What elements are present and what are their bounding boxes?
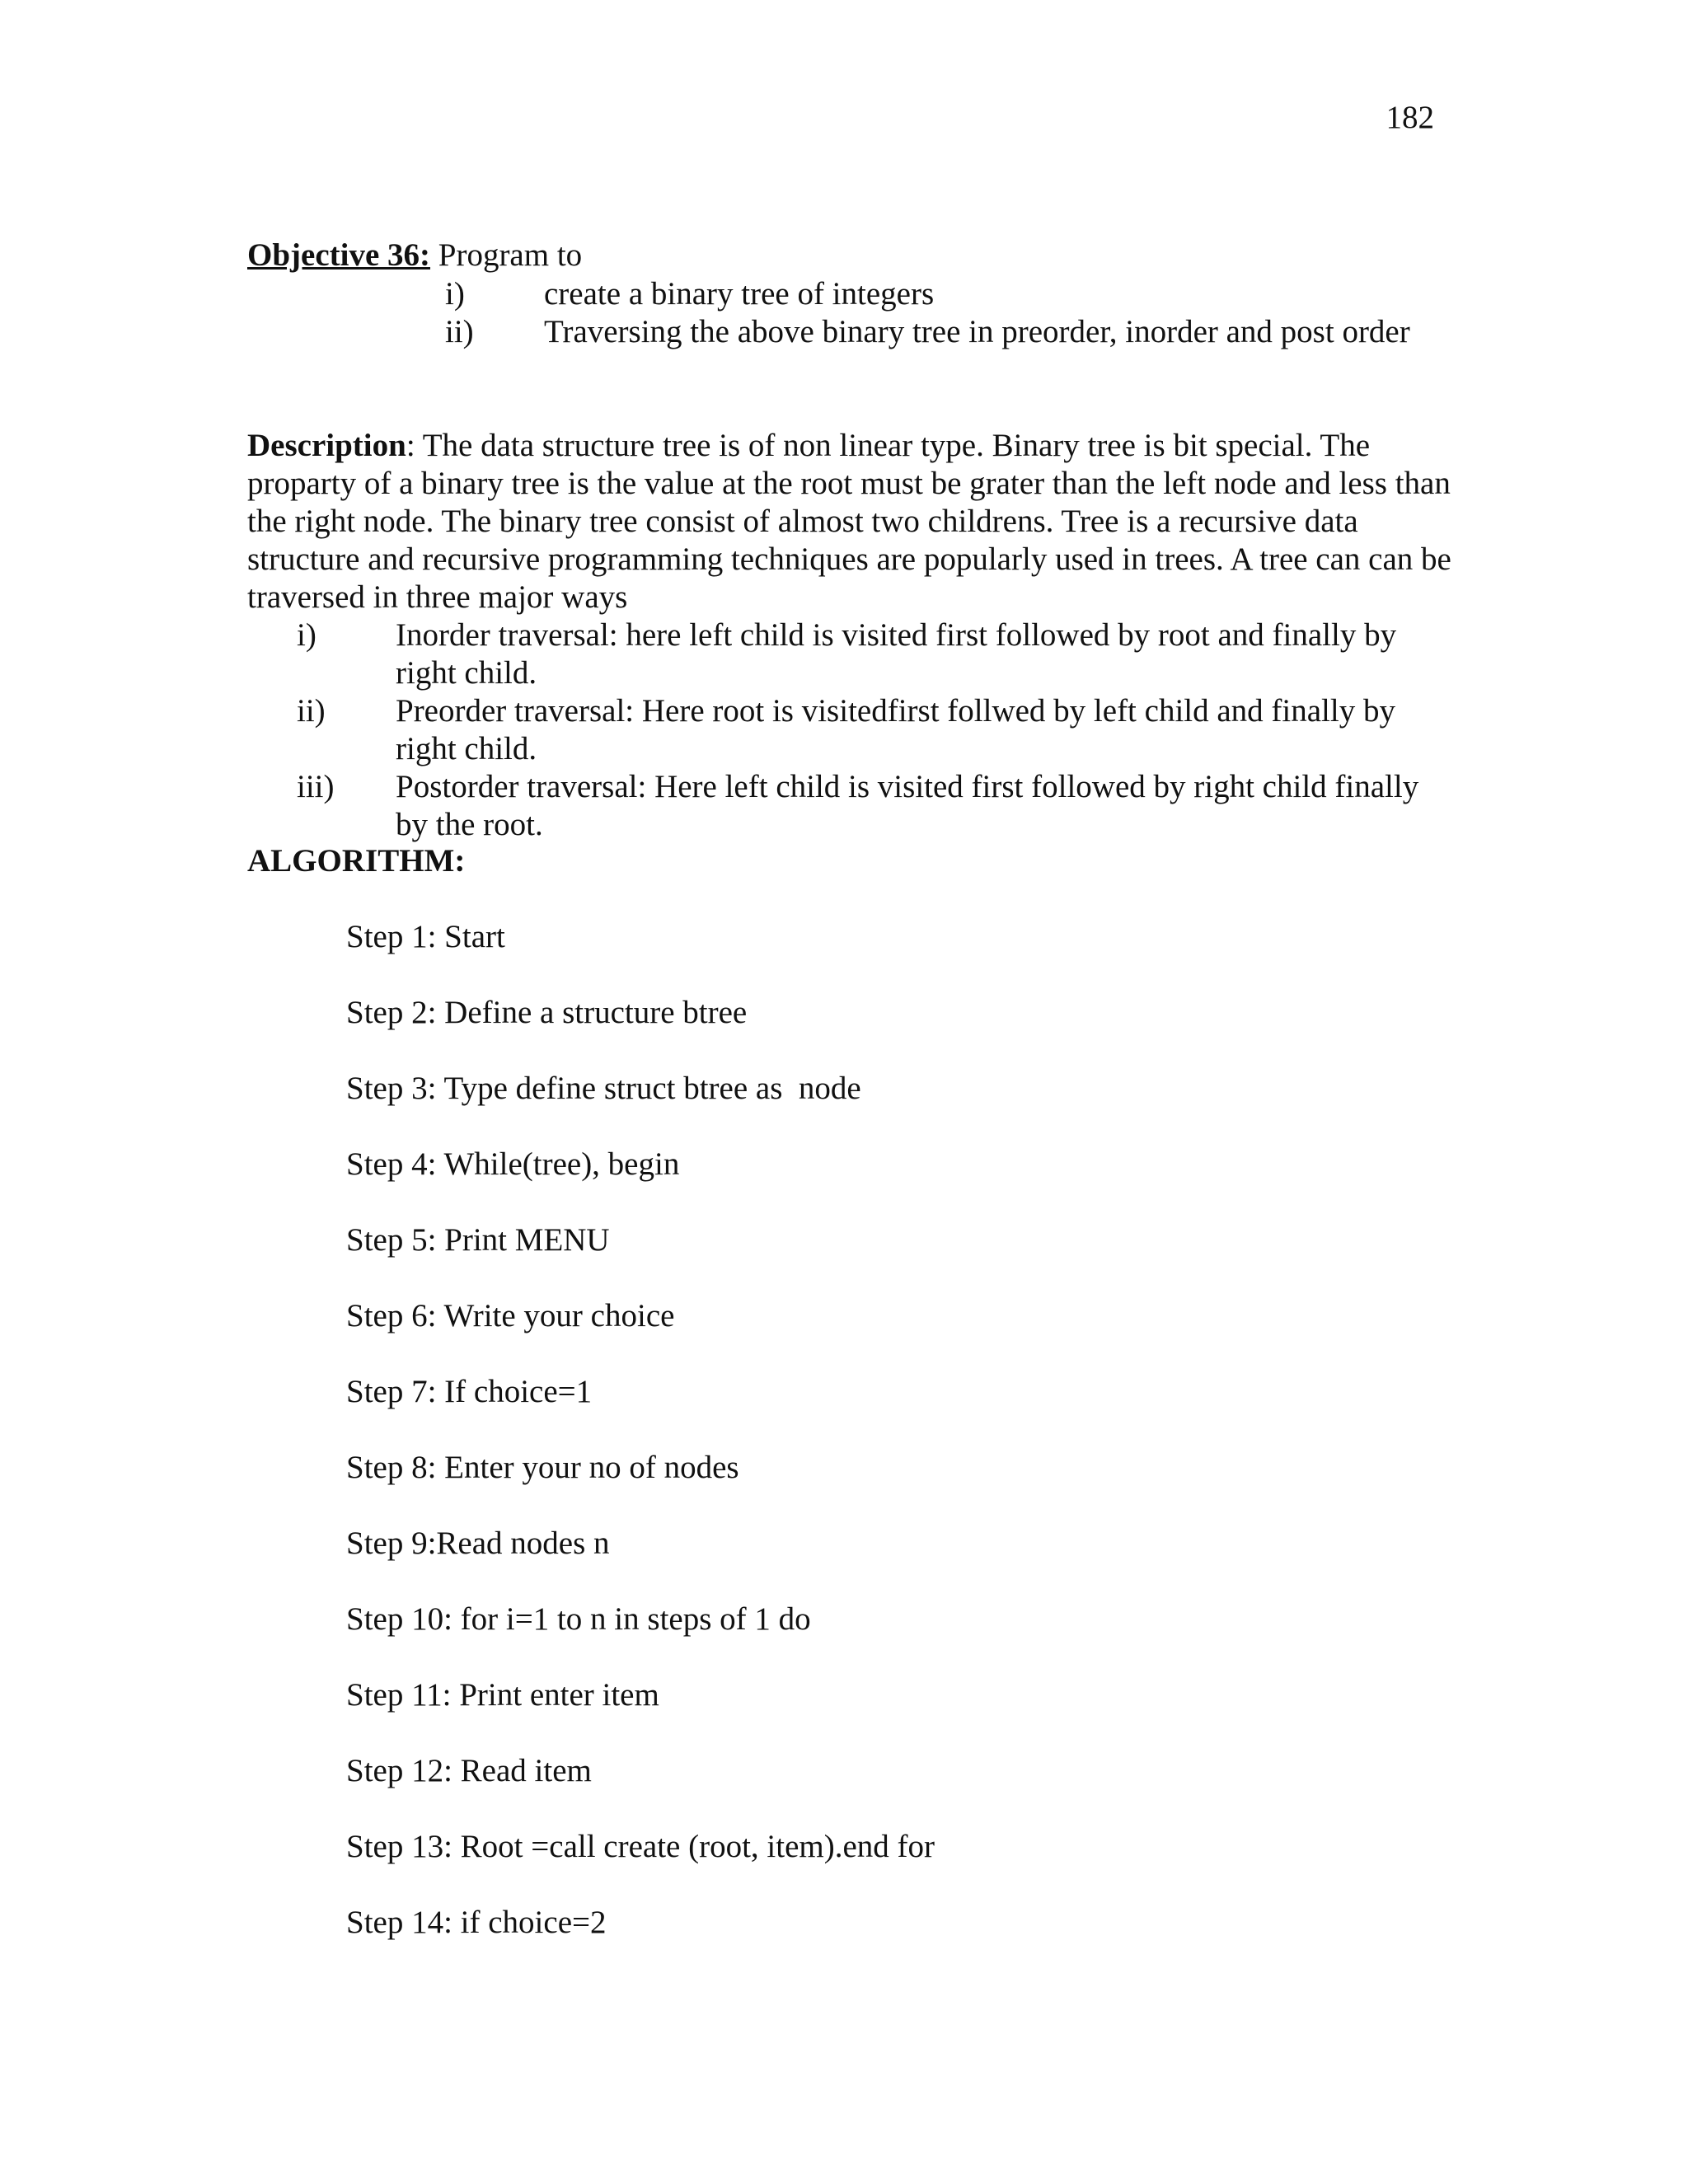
algorithm-step: Step 14: if choice=2	[346, 1905, 607, 1940]
description-text: : The data structure tree is of non linear type. Binary tree is bit special. The proparty of a binary tree is the value at the root must be grater than the left node and less than the right node. The binary tree consist of almost two childrens. Tree is a recursive data structure and recursive programming techniques are popularly used in trees. A tree can can be traversed in three major ways	[247, 428, 1451, 615]
objective-intro: Program to	[438, 237, 583, 273]
traversal-item	[297, 692, 1434, 768]
algorithm-step: Step 12: Read item	[346, 1753, 592, 1788]
description-label: Description	[247, 428, 406, 463]
algorithm-steps	[346, 918, 1418, 1980]
algorithm-step: Step 5: Print MENU	[346, 1222, 610, 1258]
algorithm-step: Step 9:Read nodes n	[346, 1526, 610, 1561]
algorithm-step: Step 1: Start	[346, 919, 505, 954]
objective-item-text: Traversing the above binary tree in preorder, inorder and post order	[544, 314, 1410, 349]
algorithm-step: Step 2: Define a structure btree	[346, 995, 748, 1030]
algorithm-step: Step 3: Type define struct btree as node	[346, 1071, 861, 1106]
objective-label: Objective 36:	[247, 237, 431, 273]
traversal-item	[297, 616, 1434, 692]
traversal-item-text: Preorder traversal: Here root is visitedfirst follwed by left child and finally by right child.	[396, 693, 1395, 766]
traversal-item-number: ii)	[297, 693, 326, 729]
objective-item-number: ii)	[445, 314, 474, 349]
algorithm-step: Step 10: for i=1 to n in steps of 1 do	[346, 1601, 811, 1637]
traversal-item-text: Postorder traversal: Here left child is visited first followed by right child finally by the root.	[396, 769, 1419, 842]
traversal-item	[297, 768, 1434, 844]
objective-list	[445, 275, 1434, 351]
algorithm-step: Step 6: Write your choice	[346, 1298, 675, 1333]
traversal-list	[297, 616, 1434, 844]
objective-heading	[247, 237, 1467, 274]
objective-item-number: i)	[445, 276, 465, 312]
algorithm-heading: ALGORITHM:	[247, 843, 466, 879]
traversal-item-text: Inorder traversal: here left child is visited first followed by root and finally by right child.	[396, 617, 1397, 691]
objective-item	[445, 313, 1434, 351]
algorithm-step: Step 7: If choice=1	[346, 1374, 593, 1409]
algorithm-step: Step 11: Print enter item	[346, 1677, 659, 1713]
description-paragraph	[247, 427, 1467, 616]
objective-item-text: create a binary tree of integers	[544, 276, 935, 312]
algorithm-step: Step 8: Enter your no of nodes	[346, 1450, 739, 1485]
traversal-item-number: i)	[297, 617, 316, 653]
algorithm-step: Step 4: While(tree), begin	[346, 1146, 680, 1182]
objective-item	[445, 275, 1434, 313]
page-number: 182	[1386, 100, 1434, 135]
traversal-item-number: iii)	[297, 769, 335, 804]
algorithm-step: Step 13: Root =call create (root, item).end for	[346, 1829, 935, 1864]
